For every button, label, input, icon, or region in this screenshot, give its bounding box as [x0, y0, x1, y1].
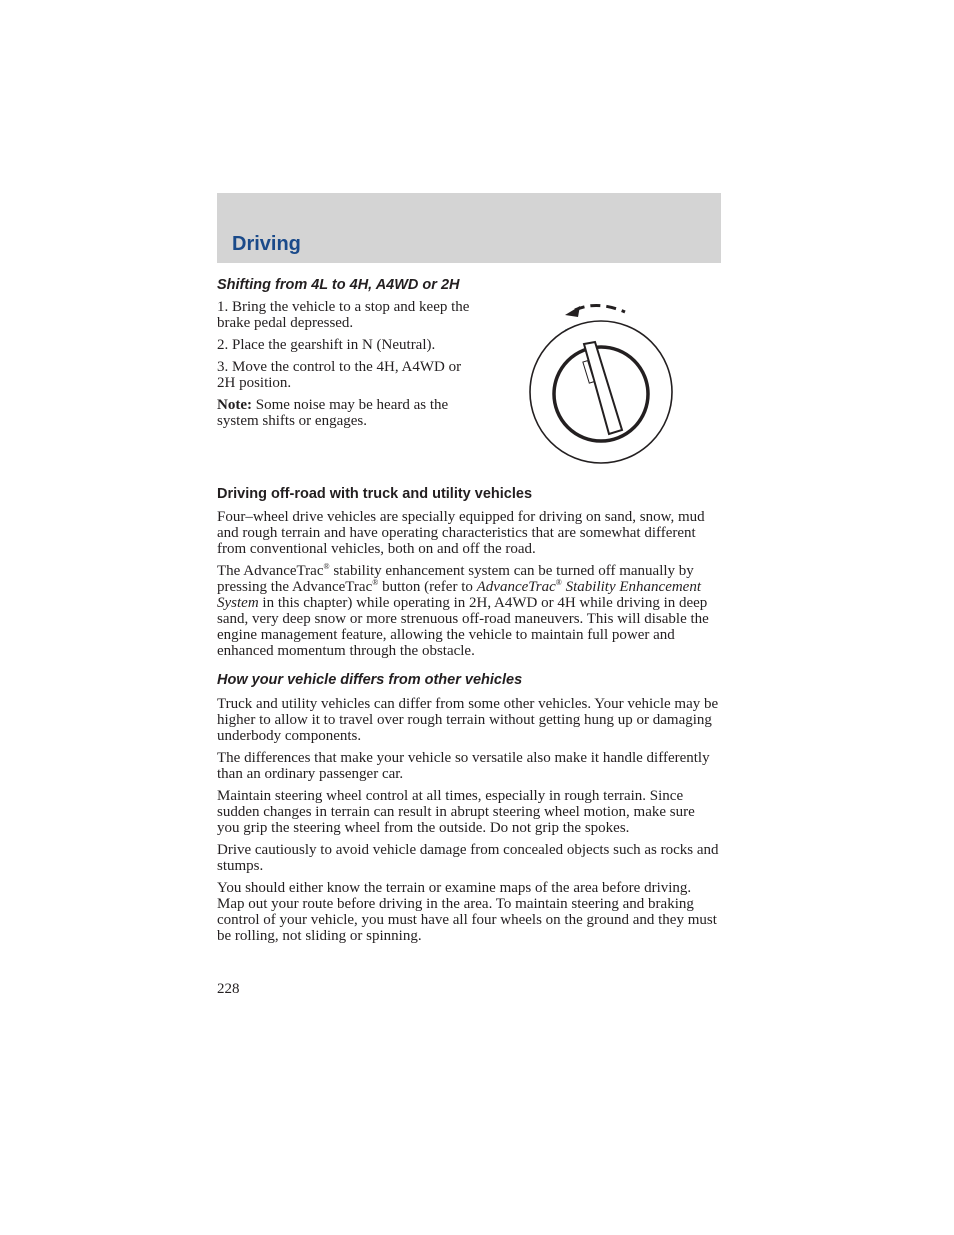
step-list — [217, 299, 479, 429]
section-offroad — [217, 486, 721, 665]
chapter-title: Driving — [232, 233, 301, 255]
4wd-control-dial-illustration — [525, 298, 680, 468]
section-heading-differences: How your vehicle differs from other vehicles — [217, 672, 523, 688]
step-1: 1. Bring the vehicle to a stop and keep the brake pedal depressed. — [217, 299, 470, 331]
note-label: Note: — [217, 397, 252, 413]
section-heading-offroad: Driving off-road with truck and utility vehicles — [217, 486, 533, 502]
arrow-head-icon — [565, 306, 580, 317]
page-number: 228 — [217, 981, 240, 997]
differences-paragraph-1: Truck and utility vehicles can differ from some other vehicles. Your vehicle may be higher to allow it to travel over rough terrain without getting hung up or damaging underbody components. — [217, 696, 719, 744]
chapter-header — [217, 193, 721, 263]
differences-paragraph-3: Maintain steering wheel control at all times, especially in rough terrain. Since sudden changes in terrain can result in abrupt steering wheel motion, make sure you grip the steering wheel from the outside. Do not grip the spokes. — [217, 788, 695, 836]
differences-paragraph-5: You should either know the terrain or examine maps of the area before driving. Map out your route before driving in the area. To maintain steering and braking control of your vehicle, you must have all four wheels on the ground and they must be rolling, not sliding or spinning. — [217, 880, 717, 944]
section-heading-shifting: Shifting from 4L to 4H, A4WD or 2H — [217, 277, 460, 293]
differences-paragraph-2: The differences that make your vehicle so versatile also make it handle differently than an ordinary passenger car. — [217, 750, 710, 782]
differences-paragraph-4: Drive cautiously to avoid vehicle damage from concealed objects such as rocks and stumps. — [217, 842, 719, 874]
offroad-paragraph-1: Four–wheel drive vehicles are specially equipped for driving on sand, snow, mud and rough terrain and have operating characteristics that are somewhat different from conventional vehicles, both on and off the road. — [217, 509, 705, 557]
section-differences — [217, 672, 721, 950]
rotation-arrow-icon — [575, 305, 625, 312]
offroad-paragraph-2: The AdvanceTrac® stability enhancement system can be turned off manually by pressing the AdvanceTrac® button (refer to AdvanceTrac® Stability Enhancement System in this chapter) while operating in 2H, A4WD or 4H while driving in deep sand, very deep snow or more strenuous off-road maneuvers. This will disable the engine management feature, allowing the vehicle to maintain full power and enhanced momentum through the obstacle. — [217, 562, 709, 659]
step-3: 3. Move the control to the 4H, A4WD or 2H position. — [217, 359, 462, 391]
note-text: Some noise may be heard as the system shifts or engages. — [217, 397, 449, 429]
step-2: 2. Place the gearshift in N (Neutral). — [217, 337, 436, 353]
offroad-body — [217, 509, 721, 659]
differences-body — [217, 696, 721, 944]
note-paragraph — [217, 397, 479, 429]
